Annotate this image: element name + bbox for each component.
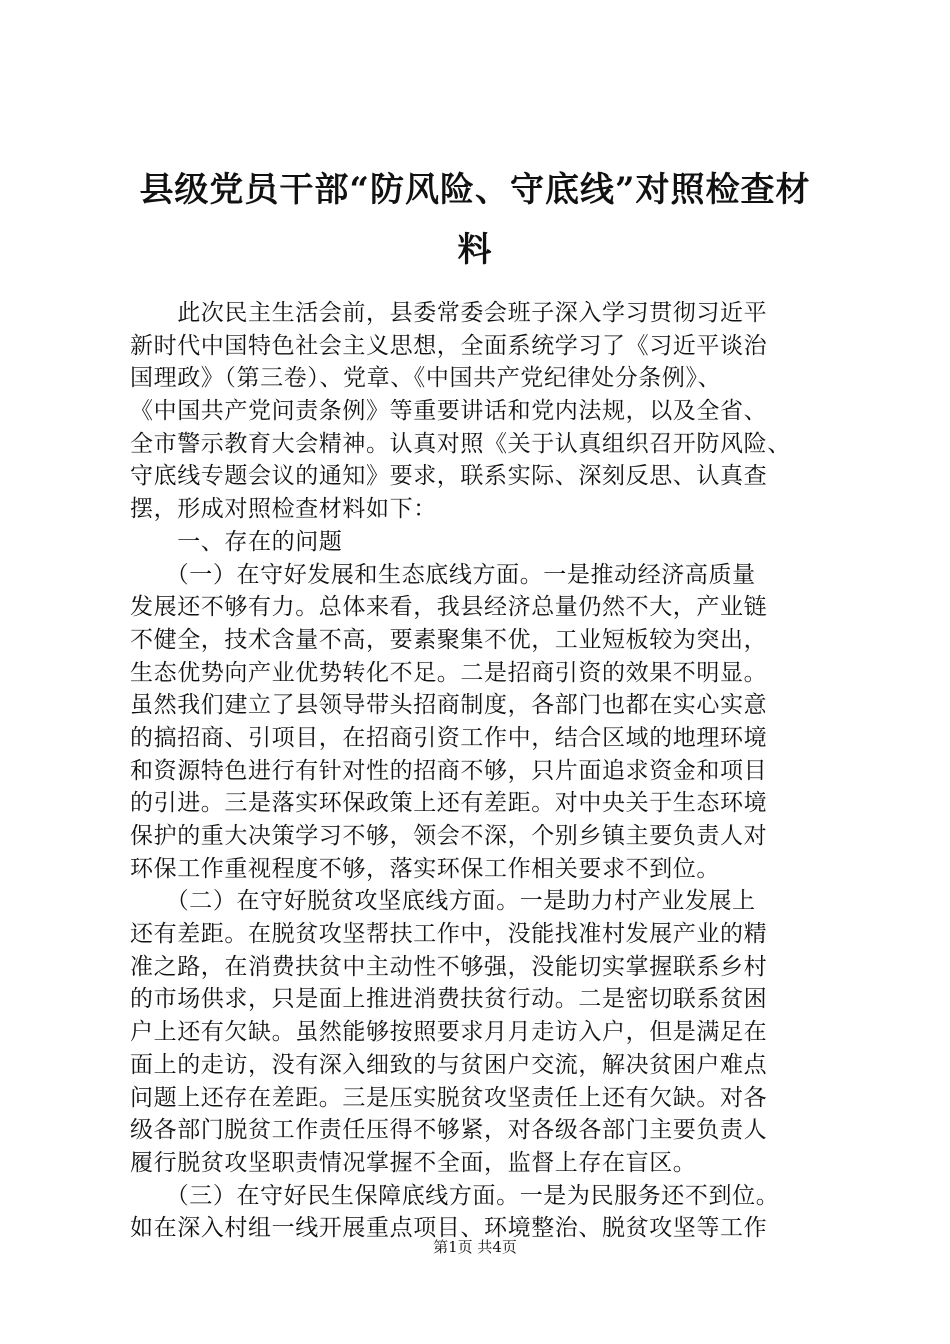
body-text-line: 国理政》（第三卷）、党章、《中国共产党纪律处分条例》、	[130, 365, 722, 392]
body-text-line: （三）在守好民生保障底线方面。一是为民服务还不到位。	[130, 1182, 780, 1209]
body-text-line: 的引进。三是落实环保政策上还有差距。对中央关于生态环境	[130, 790, 768, 817]
body-text-line: 准之路，在消费扶贫中主动性不够强，没能切实掌握联系乡村	[130, 953, 768, 980]
body-text-line: 面上的走访，没有深入细致的与贫困户交流，解决贫困户难点	[130, 1051, 768, 1078]
body-text-line: 环保工作重视程度不够，落实环保工作相关要求不到位。	[130, 855, 720, 882]
title-line: 县级党员干部“防风险、守底线”对照检查材	[139, 170, 811, 210]
body-text-line: 还有差距。在脱贫攻坚帮扶工作中，没能找准村发展产业的精	[130, 921, 768, 948]
body-text-line: 的市场供求，只是面上推进消费扶贫行动。二是密切联系贫困	[130, 986, 768, 1013]
body-text-line: 户上还有欠缺。虽然能够按照要求月月走访入户，但是满足在	[130, 1019, 768, 1046]
body-text-line: 的搞招商、引项目，在招商引资工作中，结合区域的地理环境	[130, 724, 768, 751]
body-text-line: 一、存在的问题	[130, 528, 343, 555]
body-text-line: 新时代中国特色社会主义思想，全面系统学习了《习近平谈治	[130, 332, 768, 359]
body-text-line: 虽然我们建立了县领导带头招商制度，各部门也都在实心实意	[130, 692, 768, 719]
body-text-line: 发展还不够有力。总体来看，我县经济总量仍然不大，产业链	[130, 594, 768, 621]
body-text-line: 和资源特色进行有针对性的招商不够，只片面追求资金和项目	[130, 757, 768, 784]
body-text-line: 此次民主生活会前，县委常委会班子深入学习贯彻习近平	[130, 300, 768, 326]
body-text-line: 全市警示教育大会精神。认真对照《关于认真组织召开防风险、	[130, 430, 791, 457]
document-title	[118, 160, 832, 280]
body-text-line: 《中国共产党问责条例》等重要讲话和党内法规，以及全省、	[130, 398, 768, 425]
body-text-line: 摆，形成对照检查材料如下：	[130, 496, 437, 523]
body-text-line: （一）在守好发展和生态底线方面。一是推动经济高质量	[130, 561, 756, 588]
body-text-line: 保护的重大决策学习不够，领会不深，个别乡镇主要负责人对	[130, 823, 768, 849]
page-footer: 第1页 共4页	[433, 1238, 517, 1256]
document-body	[130, 297, 842, 1245]
body-text-line: 问题上还存在差距。三是压实脱贫攻坚责任上还有欠缺。对各	[130, 1084, 768, 1111]
body-text-line: 如在深入村组一线开展重点项目、环境整治、脱贫攻坚等工作	[130, 1215, 768, 1242]
body-text-line: 履行脱贫攻坚职责情况掌握不全面，监督上存在盲区。	[130, 1149, 697, 1176]
body-text-line: 级各部门脱贫工作责任压得不够紧，对各级各部门主要负责人	[130, 1117, 768, 1144]
body-text-line: 守底线专题会议的通知》要求，联系实际、深刻反思、认真查	[130, 463, 768, 490]
body-text-line: （二）在守好脱贫攻坚底线方面。一是助力村产业发展上	[130, 888, 756, 915]
body-text-line: 不健全，技术含量不高，要素聚集不优，工业短板较为突出，	[130, 626, 768, 653]
body-text-line: 生态优势向产业优势转化不足。二是招商引资的效果不明显。	[130, 659, 768, 686]
title-line: 料	[457, 230, 493, 270]
